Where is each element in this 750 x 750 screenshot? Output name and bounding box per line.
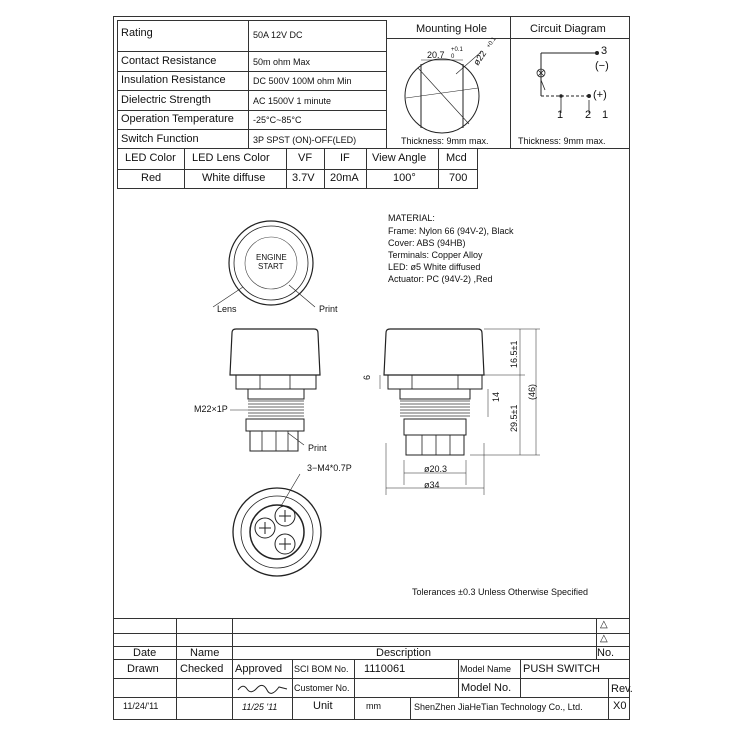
rev-label: Rev. xyxy=(611,683,633,695)
description-header: Description xyxy=(376,647,432,659)
spec-label: Contact Resistance xyxy=(121,55,217,67)
circuit-diagram-title: Circuit Diagram xyxy=(530,23,606,35)
mounting-hole-title: Mounting Hole xyxy=(416,23,487,35)
dim-203: ø20.3 xyxy=(424,464,448,474)
model-no-label: Model No. xyxy=(461,682,512,694)
spec-value: DC 500V 100M ohm Min xyxy=(253,76,352,86)
spec-label: Dielectric Strength xyxy=(121,94,211,106)
dim-46: (46) xyxy=(527,383,537,400)
thread-label: M22×1P xyxy=(194,404,228,414)
spec-value: AC 1500V 1 minute xyxy=(253,96,332,106)
material-line: Actuator: PC (94V-2) ,Red xyxy=(388,274,493,284)
led-header: VF xyxy=(298,152,313,164)
lens-label: Lens xyxy=(217,304,237,314)
plus-label: (+) xyxy=(593,89,607,101)
spec-value: -25°C~85°C xyxy=(253,115,302,125)
spec-value: 50A 12V DC xyxy=(253,30,303,40)
print-side-label: Print xyxy=(308,443,327,453)
circuit-thickness: Thickness: 9mm max. xyxy=(518,136,606,146)
dim-width: 20.7 xyxy=(427,50,445,60)
model-name-label: Model Name xyxy=(460,664,512,674)
model-name-value: PUSH SWITCH xyxy=(523,663,600,675)
dim-width-tol2: 0 xyxy=(451,54,455,60)
engine-label: ENGINE xyxy=(256,253,287,262)
tolerance-note: Tolerances ±0.3 Unless Otherwise Specified xyxy=(412,587,589,597)
triangle-icon: △ xyxy=(600,633,608,644)
side-view-right-drawing xyxy=(360,325,550,500)
led-value: 700 xyxy=(449,172,468,184)
material-line: Cover: ABS (94HB) xyxy=(388,238,466,248)
sci-bom-value: 1110061 xyxy=(364,663,406,675)
dim-29: 29.5±1 xyxy=(509,404,519,432)
led-value: 3.7V xyxy=(292,172,315,184)
led-value: 100° xyxy=(393,172,416,184)
dim-width-tol: +0.1 xyxy=(451,47,463,53)
material-line: Frame: Nylon 66 (94V-2), Black xyxy=(388,226,514,236)
date-header: Date xyxy=(133,647,157,659)
mounting-thickness: Thickness: 9mm max. xyxy=(401,136,489,146)
dim-6: 6 xyxy=(362,374,372,380)
screws-label: 3−M4*0.7P xyxy=(307,463,352,473)
led-header: View Angle xyxy=(372,152,427,164)
approved-label: Approved xyxy=(235,663,283,675)
bottom-view-drawing xyxy=(225,470,340,585)
led-header: LED Lens Color xyxy=(192,152,270,164)
spec-value: 50m ohm Max xyxy=(253,57,311,67)
print-top-label: Print xyxy=(319,304,338,314)
drawn-label: Drawn xyxy=(127,663,159,675)
spec-label: Operation Temperature xyxy=(121,113,234,125)
signature-date: 11/25 '11 xyxy=(242,702,278,712)
pin-label: 1 xyxy=(557,109,564,121)
customer-label: Customer No. xyxy=(294,683,350,693)
led-value: Red xyxy=(141,172,162,184)
sci-bom-label: SCI BOM No. xyxy=(294,664,349,674)
spec-label: Insulation Resistance xyxy=(121,74,226,86)
no-header: No. xyxy=(597,647,615,659)
material-line: LED: ø5 White diffused xyxy=(388,262,481,272)
circuit-diagram-drawing xyxy=(511,38,629,148)
signature-drawn xyxy=(235,680,291,696)
led-header: Mcd xyxy=(446,152,467,164)
pin3-label: 3 xyxy=(601,45,608,57)
dim-16: 16.5±1 xyxy=(509,340,519,368)
name-header: Name xyxy=(190,647,220,659)
unit-label: Unit xyxy=(313,700,333,712)
rev-value: X0 xyxy=(613,700,627,712)
dim-dia-tol: +0.1 xyxy=(486,36,498,50)
led-value: White diffuse xyxy=(202,172,266,184)
material-title: MATERIAL: xyxy=(388,213,435,223)
spec-label: Switch Function xyxy=(121,133,199,145)
minus-label: (−) xyxy=(595,60,609,72)
triangle-icon: △ xyxy=(600,619,608,630)
dim-14: 14 xyxy=(491,391,501,402)
pin-label: 1 xyxy=(602,109,609,121)
dim-34: ø34 xyxy=(424,480,440,490)
start-label: START xyxy=(258,262,284,271)
checked-label: Checked xyxy=(180,663,224,675)
led-value: 20mA xyxy=(330,172,359,184)
material-line: Terminals: Copper Alloy xyxy=(388,250,483,260)
date-value: 11/24/'11 xyxy=(123,701,159,711)
unit-value: mm xyxy=(366,701,381,711)
dim-dia: ø22 xyxy=(471,48,489,68)
led-header: IF xyxy=(340,152,350,164)
spec-value: 3P SPST (ON)-OFF(LED) xyxy=(253,135,357,145)
mounting-hole-drawing xyxy=(386,38,511,148)
company-name: ShenZhen JiaHeTian Technology Co., Ltd. xyxy=(414,702,583,712)
pin-label: 2 xyxy=(585,109,592,121)
led-header: LED Color xyxy=(125,152,176,164)
spec-label: Rating xyxy=(121,27,153,39)
